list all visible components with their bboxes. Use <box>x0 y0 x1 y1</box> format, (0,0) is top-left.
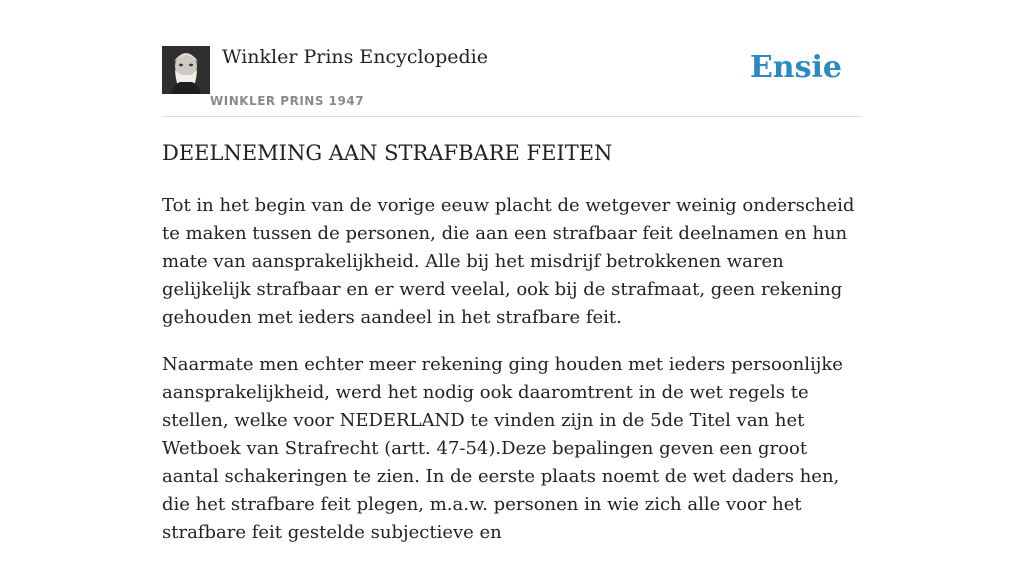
edition-label[interactable]: WINKLER PRINS 1947 <box>210 94 365 108</box>
site-header <box>162 46 862 117</box>
article-paragraph: Naarmate men echter meer rekening ging houden met ieders persoonlijke aansprakelijkheid, werd het nodig ook daaromtrent in de wet regels te stellen, welke voor NEDERLAND te vinden zijn in de 5de Titel van het Wetboek van Strafrecht (artt. 47-54).Deze bepalingen geven een groot aantal schakeringen te zien. In de eerste plaats noemt de wet daders hen, die het strafbare feit plegen, m.a.w. personen in wie zich alle voor het strafbare feit gestelde subjectieve en <box>162 354 843 543</box>
article-title: DEELNEMING AAN STRAFBARE FEITEN <box>162 141 613 165</box>
avatar <box>162 46 210 94</box>
ensie-logo-link[interactable]: Ensie <box>749 50 842 85</box>
article-paragraph: Tot in het begin van de vorige eeuw placht de wetgever weinig onderscheid te maken tussen de personen, die aan een strafbaar feit deelnamen en hun mate van aansprakelijkheid. Alle bij het misdrijf betrokkenen waren gelijkelijk strafbaar en er werd veelal, ook bij de strafmaat, geen rekening gehouden met ieders aandeel in het strafbare feit. <box>162 195 855 328</box>
bearded-man-portrait-icon <box>162 46 210 94</box>
article-body <box>162 192 862 566</box>
site-name[interactable]: Winkler Prins Encyclopedie <box>222 46 488 68</box>
